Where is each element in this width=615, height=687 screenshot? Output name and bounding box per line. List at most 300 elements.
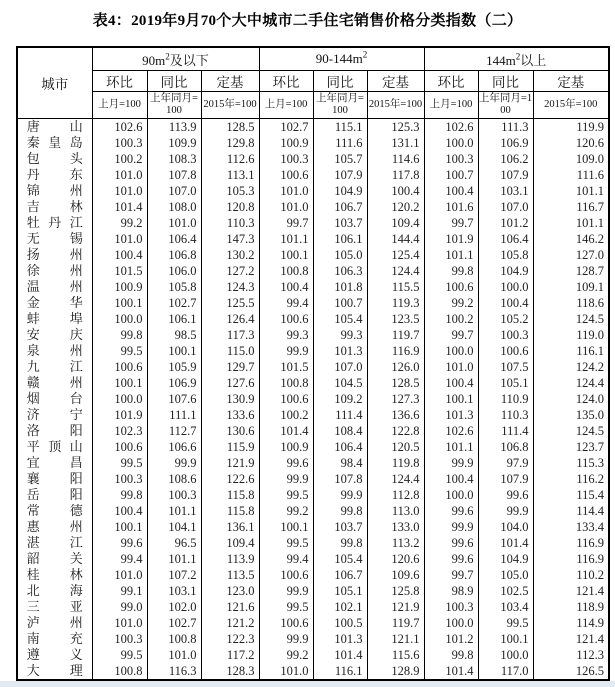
table-row — [17, 455, 609, 471]
index-value-cell: 100.9 — [259, 439, 313, 455]
city-cell — [17, 263, 92, 279]
city-cell — [17, 215, 92, 231]
index-value-cell: 127.3 — [367, 391, 424, 407]
city-cell — [17, 599, 92, 615]
table-row — [17, 231, 609, 247]
index-value-cell: 133.4 — [533, 519, 609, 535]
city-cell — [17, 311, 92, 327]
index-value-cell: 121.6 — [201, 599, 259, 615]
metric-header: 同比 — [478, 71, 533, 92]
city-name: 三亚 — [26, 599, 83, 614]
city-cell — [17, 567, 92, 583]
index-value-cell: 108.6 — [147, 471, 201, 487]
city-cell — [17, 119, 92, 136]
index-value-cell: 112.8 — [367, 487, 424, 503]
base-header: 2015年=100 — [533, 92, 609, 119]
index-value-cell: 100.3 — [478, 327, 533, 343]
index-value-cell: 99.5 — [259, 535, 313, 551]
index-value-cell: 101.3 — [424, 407, 478, 423]
index-value-cell: 121.2 — [201, 615, 259, 631]
area-group-header — [424, 47, 609, 71]
index-value-cell: 99.0 — [92, 599, 147, 615]
table-row — [17, 247, 609, 263]
table-row — [17, 311, 609, 327]
index-value-cell: 115.8 — [201, 487, 259, 503]
index-value-cell: 100.8 — [259, 375, 313, 391]
index-value-cell: 124.5 — [533, 311, 609, 327]
index-value-cell: 105.8 — [478, 247, 533, 263]
index-value-cell: 112.6 — [201, 151, 259, 167]
index-value-cell: 105.1 — [478, 375, 533, 391]
index-value-cell: 100.6 — [478, 343, 533, 359]
city-name: 温州 — [26, 279, 83, 294]
index-value-cell: 101.4 — [478, 535, 533, 551]
index-value-cell: 136.6 — [367, 407, 424, 423]
index-value-cell: 100.1 — [92, 375, 147, 391]
table-row — [17, 119, 609, 136]
index-value-cell: 101.1 — [147, 503, 201, 519]
index-value-cell: 130.2 — [201, 247, 259, 263]
index-value-cell: 122.3 — [201, 631, 259, 647]
index-value-cell: 100.1 — [147, 343, 201, 359]
index-value-cell: 128.3 — [201, 663, 259, 680]
table-row — [17, 327, 609, 343]
table-row — [17, 535, 609, 551]
index-value-cell: 124.5 — [533, 423, 609, 439]
table-row — [17, 615, 609, 631]
table-row — [17, 215, 609, 231]
index-value-cell: 104.9 — [478, 263, 533, 279]
index-value-cell: 115.3 — [533, 455, 609, 471]
index-value-cell: 126.4 — [201, 311, 259, 327]
index-value-cell: 125.3 — [367, 119, 424, 136]
city-cell — [17, 663, 92, 680]
index-value-cell: 103.7 — [313, 215, 367, 231]
index-value-cell: 101.8 — [313, 279, 367, 295]
index-value-cell: 101.0 — [259, 183, 313, 199]
index-value-cell: 101.0 — [92, 231, 147, 247]
index-value-cell: 121.1 — [367, 631, 424, 647]
index-value-cell: 100.3 — [92, 135, 147, 151]
index-value-cell: 109.1 — [533, 279, 609, 295]
index-value-cell: 119.7 — [367, 615, 424, 631]
index-value-cell: 99.3 — [259, 327, 313, 343]
index-value-cell: 101.3 — [313, 631, 367, 647]
city-cell — [17, 519, 92, 535]
index-value-cell: 101.0 — [92, 183, 147, 199]
base-header: 上月=100 — [92, 92, 147, 119]
index-value-cell: 100.3 — [92, 631, 147, 647]
header-group-row — [17, 47, 609, 71]
index-value-cell: 106.4 — [478, 231, 533, 247]
table-row — [17, 375, 609, 391]
index-value-cell: 121.9 — [201, 455, 259, 471]
city-cell — [17, 631, 92, 647]
index-value-cell: 106.3 — [313, 263, 367, 279]
table-row — [17, 263, 609, 279]
index-value-cell: 106.7 — [313, 567, 367, 583]
index-value-cell: 100.0 — [424, 135, 478, 151]
table-row — [17, 407, 609, 423]
table-row — [17, 423, 609, 439]
index-value-cell: 100.0 — [424, 615, 478, 631]
city-cell — [17, 535, 92, 551]
index-value-cell: 106.9 — [147, 375, 201, 391]
index-value-cell: 131.1 — [367, 135, 424, 151]
index-value-cell: 98.5 — [147, 327, 201, 343]
base-header: 上月=100 — [424, 92, 478, 119]
index-value-cell: 106.4 — [147, 231, 201, 247]
index-value-cell: 102.1 — [313, 599, 367, 615]
price-index-table — [16, 46, 610, 681]
index-value-cell: 101.1 — [533, 183, 609, 199]
index-value-cell: 101.1 — [424, 247, 478, 263]
table-row — [17, 487, 609, 503]
metric-header: 定基 — [533, 71, 609, 92]
index-value-cell: 98.4 — [313, 455, 367, 471]
index-value-cell: 100.7 — [313, 295, 367, 311]
index-value-cell: 99.9 — [259, 631, 313, 647]
city-cell — [17, 167, 92, 183]
index-value-cell: 118.9 — [533, 599, 609, 615]
index-value-cell: 128.5 — [367, 375, 424, 391]
index-value-cell: 101.0 — [147, 647, 201, 663]
city-name: 韶关 — [26, 551, 83, 566]
index-value-cell: 116.9 — [533, 551, 609, 567]
index-value-cell: 112.7 — [147, 423, 201, 439]
index-value-cell: 114.6 — [367, 151, 424, 167]
city-name: 洛阳 — [26, 423, 83, 438]
metric-header: 环比 — [259, 71, 313, 92]
index-value-cell: 101.1 — [533, 215, 609, 231]
index-value-cell: 123.5 — [367, 311, 424, 327]
index-value-cell: 146.2 — [533, 231, 609, 247]
city-cell — [17, 375, 92, 391]
city-name: 泉州 — [26, 343, 83, 358]
index-value-cell: 101.4 — [424, 663, 478, 680]
area-group-header — [259, 47, 424, 71]
index-value-cell: 100.0 — [478, 279, 533, 295]
city-name: 烟台 — [26, 391, 83, 406]
metric-header: 定基 — [201, 71, 259, 92]
group-label-pre: 90-144m — [315, 51, 363, 66]
index-value-cell: 100.1 — [92, 295, 147, 311]
index-value-cell: 104.9 — [313, 183, 367, 199]
city-cell — [17, 327, 92, 343]
city-name: 湛江 — [26, 535, 83, 550]
index-value-cell: 114.4 — [533, 503, 609, 519]
superscript-2: 2 — [165, 51, 170, 62]
index-value-cell: 99.6 — [92, 535, 147, 551]
index-value-cell: 101.4 — [313, 647, 367, 663]
city-name: 吉林 — [26, 199, 83, 214]
index-value-cell: 103.1 — [478, 183, 533, 199]
city-name: 常德 — [26, 503, 83, 518]
bottom-edge-strip — [0, 681, 615, 687]
index-value-cell: 100.1 — [92, 519, 147, 535]
index-value-cell: 133.6 — [201, 407, 259, 423]
index-value-cell: 115.9 — [201, 439, 259, 455]
index-value-cell: 124.4 — [367, 471, 424, 487]
index-value-cell: 101.0 — [92, 567, 147, 583]
index-value-cell: 129.8 — [201, 135, 259, 151]
index-value-cell: 99.8 — [313, 503, 367, 519]
index-value-cell: 100.3 — [424, 151, 478, 167]
index-value-cell: 109.2 — [313, 391, 367, 407]
index-value-cell: 99.5 — [259, 599, 313, 615]
index-value-cell: 106.2 — [478, 151, 533, 167]
index-value-cell: 116.1 — [533, 343, 609, 359]
table-row — [17, 295, 609, 311]
index-value-cell: 120.6 — [367, 551, 424, 567]
index-value-cell: 99.2 — [424, 295, 478, 311]
index-value-cell: 103.1 — [147, 583, 201, 599]
index-value-cell: 102.7 — [147, 295, 201, 311]
index-value-cell: 107.0 — [147, 183, 201, 199]
table-row — [17, 279, 609, 295]
index-value-cell: 99.9 — [313, 487, 367, 503]
index-value-cell: 99.5 — [478, 615, 533, 631]
index-value-cell: 100.9 — [92, 279, 147, 295]
city-cell — [17, 343, 92, 359]
city-cell — [17, 647, 92, 663]
index-value-cell: 107.5 — [478, 359, 533, 375]
page-title: 表4：2019年9月70个大中城市二手住宅销售价格分类指数（二） — [92, 13, 523, 29]
index-value-cell: 99.8 — [424, 647, 478, 663]
index-value-cell: 129.7 — [201, 359, 259, 375]
index-value-cell: 99.6 — [424, 551, 478, 567]
index-value-cell: 100.0 — [424, 343, 478, 359]
index-value-cell: 107.8 — [313, 471, 367, 487]
index-value-cell: 99.7 — [424, 215, 478, 231]
city-name: 秦皇岛 — [26, 135, 83, 150]
group-label-pre: 144m — [486, 52, 516, 68]
index-value-cell: 119.9 — [533, 119, 609, 136]
index-value-cell: 115.1 — [313, 119, 367, 136]
index-value-cell: 109.4 — [367, 215, 424, 231]
group-label-post: 以上 — [520, 52, 547, 68]
city-name: 桂林 — [26, 567, 83, 582]
index-value-cell: 120.8 — [201, 199, 259, 215]
index-value-cell: 99.6 — [424, 503, 478, 519]
area-group-header — [92, 47, 259, 71]
index-value-cell: 100.6 — [259, 391, 313, 407]
index-value-cell: 99.9 — [259, 343, 313, 359]
index-value-cell: 111.1 — [147, 407, 201, 423]
index-value-cell: 130.9 — [201, 391, 259, 407]
index-value-cell: 147.3 — [201, 231, 259, 247]
index-value-cell: 106.1 — [147, 311, 201, 327]
index-value-cell: 101.5 — [92, 263, 147, 279]
index-value-cell: 99.9 — [259, 583, 313, 599]
city-name: 大理 — [26, 663, 83, 678]
index-value-cell: 124.4 — [533, 375, 609, 391]
index-value-cell: 101.0 — [92, 167, 147, 183]
index-value-cell: 101.0 — [92, 615, 147, 631]
city-name: 平顶山 — [26, 439, 83, 454]
index-value-cell: 104.5 — [313, 375, 367, 391]
index-value-cell: 97.9 — [478, 455, 533, 471]
index-value-cell: 102.6 — [92, 119, 147, 136]
index-value-cell: 136.1 — [201, 519, 259, 535]
city-cell — [17, 503, 92, 519]
index-value-cell: 111.4 — [313, 407, 367, 423]
index-value-cell: 99.9 — [424, 455, 478, 471]
city-name: 包头 — [26, 151, 83, 166]
city-cell — [17, 231, 92, 247]
index-value-cell: 113.9 — [201, 551, 259, 567]
index-value-cell: 104.1 — [147, 519, 201, 535]
index-value-cell: 100.6 — [424, 279, 478, 295]
index-value-cell: 113.5 — [201, 567, 259, 583]
index-value-cell: 103.4 — [478, 599, 533, 615]
index-value-cell: 99.9 — [259, 471, 313, 487]
city-name: 锦州 — [26, 183, 83, 198]
index-value-cell: 100.1 — [424, 391, 478, 407]
index-value-cell: 118.6 — [533, 295, 609, 311]
city-name: 济宁 — [26, 407, 83, 422]
index-value-cell: 101.1 — [259, 231, 313, 247]
index-value-cell: 100.4 — [424, 183, 478, 199]
city-cell — [17, 295, 92, 311]
index-value-cell: 115.5 — [367, 279, 424, 295]
table-row — [17, 135, 609, 151]
city-name: 扬州 — [26, 247, 83, 262]
index-value-cell: 105.7 — [313, 151, 367, 167]
city-cell — [17, 455, 92, 471]
index-value-cell: 116.9 — [533, 535, 609, 551]
index-value-cell: 99.5 — [92, 455, 147, 471]
index-value-cell: 120.6 — [533, 135, 609, 151]
index-value-cell: 100.8 — [259, 263, 313, 279]
table-row — [17, 551, 609, 567]
index-value-cell: 124.2 — [533, 359, 609, 375]
index-value-cell: 107.9 — [478, 167, 533, 183]
index-value-cell: 99.2 — [259, 647, 313, 663]
base-header: 2015年=100 — [367, 92, 424, 119]
index-value-cell: 99.2 — [92, 215, 147, 231]
index-value-cell: 101.1 — [147, 551, 201, 567]
index-value-cell: 100.8 — [92, 663, 147, 680]
index-value-cell: 111.4 — [478, 423, 533, 439]
index-value-cell: 123.0 — [201, 583, 259, 599]
index-value-cell: 107.9 — [313, 167, 367, 183]
index-value-cell: 106.7 — [313, 199, 367, 215]
index-value-cell: 99.6 — [259, 455, 313, 471]
base-header: 上年同月=100 — [478, 92, 533, 119]
index-value-cell: 100.6 — [92, 359, 147, 375]
index-value-cell: 113.9 — [147, 119, 201, 136]
index-value-cell: 99.7 — [424, 567, 478, 583]
index-value-cell: 105.3 — [201, 183, 259, 199]
index-value-cell: 100.4 — [259, 279, 313, 295]
metric-header: 定基 — [367, 71, 424, 92]
index-value-cell: 100.6 — [259, 167, 313, 183]
index-value-cell: 99.8 — [92, 327, 147, 343]
metric-header: 环比 — [424, 71, 478, 92]
index-value-cell: 100.4 — [424, 471, 478, 487]
header-base-row — [17, 92, 609, 119]
table-row — [17, 439, 609, 455]
index-value-cell: 100.6 — [92, 439, 147, 455]
index-value-cell: 99.8 — [424, 263, 478, 279]
index-value-cell: 117.3 — [201, 327, 259, 343]
base-header: 2015年=100 — [201, 92, 259, 119]
index-value-cell: 108.3 — [147, 151, 201, 167]
index-value-cell: 102.6 — [424, 119, 478, 136]
index-value-cell: 108.4 — [313, 423, 367, 439]
index-value-cell: 101.0 — [259, 199, 313, 215]
index-value-cell: 125.4 — [367, 247, 424, 263]
index-value-cell: 100.3 — [92, 471, 147, 487]
index-value-cell: 119.3 — [367, 295, 424, 311]
index-value-cell: 120.5 — [367, 439, 424, 455]
index-value-cell: 130.6 — [201, 423, 259, 439]
index-value-cell: 111.6 — [313, 135, 367, 151]
index-value-cell: 101.2 — [424, 631, 478, 647]
index-value-cell: 121.4 — [533, 583, 609, 599]
city-name: 宜昌 — [26, 455, 83, 470]
index-value-cell: 112.3 — [533, 647, 609, 663]
index-value-cell: 107.0 — [313, 359, 367, 375]
city-cell — [17, 439, 92, 455]
index-value-cell: 100.6 — [259, 615, 313, 631]
city-name: 泸州 — [26, 615, 83, 630]
index-value-cell: 133.0 — [367, 519, 424, 535]
index-value-cell: 99.5 — [92, 343, 147, 359]
index-value-cell: 114.9 — [533, 615, 609, 631]
index-value-cell: 102.5 — [478, 583, 533, 599]
table-row — [17, 503, 609, 519]
index-value-cell: 99.8 — [92, 487, 147, 503]
index-value-cell: 99.1 — [92, 583, 147, 599]
index-value-cell: 106.8 — [147, 247, 201, 263]
table-row — [17, 567, 609, 583]
index-value-cell: 109.6 — [367, 567, 424, 583]
metric-header: 环比 — [92, 71, 147, 92]
index-value-cell: 105.4 — [313, 551, 367, 567]
index-value-cell: 110.3 — [478, 407, 533, 423]
index-value-cell: 122.8 — [367, 423, 424, 439]
index-value-cell: 122.6 — [201, 471, 259, 487]
city-name: 安庆 — [26, 327, 83, 342]
index-value-cell: 101.0 — [424, 359, 478, 375]
index-value-cell: 101.6 — [424, 199, 478, 215]
index-value-cell: 100.5 — [313, 615, 367, 631]
city-cell — [17, 615, 92, 631]
index-value-cell: 105.4 — [313, 311, 367, 327]
index-value-cell: 100.4 — [424, 375, 478, 391]
city-name: 金华 — [26, 295, 83, 310]
index-value-cell: 119.0 — [533, 327, 609, 343]
base-header: 上月=100 — [259, 92, 313, 119]
index-value-cell: 99.4 — [92, 551, 147, 567]
index-value-cell: 101.9 — [92, 407, 147, 423]
index-value-cell: 99.5 — [259, 487, 313, 503]
index-value-cell: 100.6 — [259, 311, 313, 327]
index-value-cell: 101.0 — [259, 663, 313, 680]
index-value-cell: 100.2 — [424, 311, 478, 327]
index-value-cell: 96.5 — [147, 535, 201, 551]
index-value-cell: 109.0 — [533, 151, 609, 167]
index-value-cell: 101.4 — [92, 199, 147, 215]
index-value-cell: 104.9 — [478, 551, 533, 567]
index-value-cell: 111.3 — [478, 119, 533, 136]
city-name: 唐山 — [26, 119, 83, 134]
index-value-cell: 104.0 — [478, 519, 533, 535]
table-row — [17, 663, 609, 680]
index-value-cell: 125.8 — [367, 583, 424, 599]
